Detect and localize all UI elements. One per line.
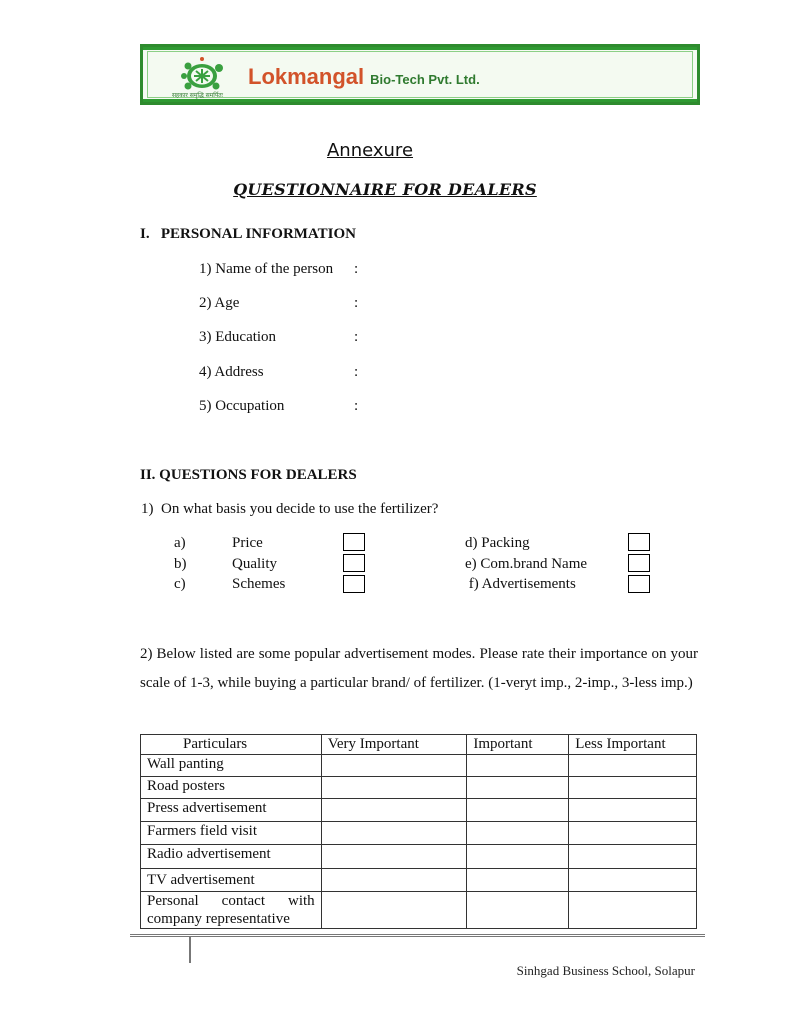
table-row [141,799,697,822]
row-label: Road posters [141,777,322,799]
header-banner [140,44,700,105]
table-row [141,822,697,845]
section1-heading: I. PERSONAL INFORMATION [140,226,356,242]
rating-cell[interactable] [569,799,697,822]
option-a-label: Price [232,535,263,551]
footer-tick [189,937,191,963]
rating-cell[interactable] [321,845,467,869]
banner-inner [147,51,693,98]
rating-cell[interactable] [467,777,569,799]
questionnaire-title: QUESTIONNAIRE FOR DEALERS [233,180,537,199]
option-b-label: Quality [232,556,277,572]
rating-table [140,734,697,929]
rating-cell[interactable] [321,869,467,892]
option-a-letter: a) [174,535,186,551]
row-label: Radio advertisement [141,845,322,869]
table-row [141,755,697,777]
option-b-checkbox[interactable] [343,554,365,572]
company-name [248,64,480,90]
field-label-occupation: 5) Occupation [199,398,285,414]
table-row [141,777,697,799]
rating-cell[interactable] [467,822,569,845]
table-header-row [141,735,697,755]
rating-cell[interactable] [467,869,569,892]
field-sep-name: : [354,261,359,277]
row-label: Personal contact with company representative [141,892,322,929]
row-label: Farmers field visit [141,822,322,845]
field-label-name: 1) Name of the person [199,261,334,277]
option-e-label: e) Com.brand Name [465,556,588,572]
header-very-important: Very Important [321,735,467,755]
option-d-label: d) Packing [465,535,530,551]
option-c-letter: c) [174,576,186,592]
option-c-checkbox[interactable] [343,575,365,593]
rating-cell[interactable] [467,755,569,777]
field-label-address: 4) Address [199,364,264,380]
footer-institution: Sinhgad Business School, Solapur [516,963,695,978]
footer-rule [130,934,705,937]
logo-rest: Bio-Tech Pvt. Ltd. [370,72,480,87]
option-f-label: f) Advertisements [465,576,576,592]
row-label: Press advertisement [141,799,322,822]
rating-cell[interactable] [569,869,697,892]
rating-cell[interactable] [321,755,467,777]
rating-cell[interactable] [569,822,697,845]
field-sep-occupation: : [354,398,359,414]
row-label: TV advertisement [141,869,322,892]
header-particulars: Particulars [141,735,322,755]
rating-cell[interactable] [467,892,569,929]
table-row [141,869,697,892]
field-label-age: 2) Age [199,295,240,311]
rating-cell[interactable] [321,777,467,799]
option-d-checkbox[interactable] [628,533,650,551]
option-e-checkbox[interactable] [628,554,650,572]
option-a-checkbox[interactable] [343,533,365,551]
rating-cell[interactable] [467,799,569,822]
logo-mangal: mangal [287,64,365,89]
rating-cell[interactable] [569,845,697,869]
table-row [141,892,697,929]
rating-cell[interactable] [321,799,467,822]
row-label: Wall panting [141,755,322,777]
field-sep-age: : [354,295,359,311]
table-row [141,845,697,869]
logo-motto: सहकार समृद्धि समर्पितः [172,92,223,99]
rating-cell[interactable] [569,755,697,777]
rating-cell[interactable] [569,892,697,929]
annexure-title: Annexure [326,140,414,161]
rating-cell[interactable] [569,777,697,799]
header-important: Important [467,735,569,755]
header-less-important: Less Important [569,735,697,755]
rating-cell[interactable] [321,822,467,845]
field-label-education: 3) Education [199,329,277,345]
section2-heading: II. QUESTIONS FOR DEALERS [140,467,357,483]
rating-cell[interactable] [467,845,569,869]
option-f-checkbox[interactable] [628,575,650,593]
option-b-letter: b) [174,556,187,572]
option-c-label: Schemes [232,576,286,592]
rating-cell[interactable] [321,892,467,929]
question-1: 1) On what basis you decide to use the fertilizer? [141,501,439,517]
field-sep-address: : [354,364,359,380]
field-sep-education: : [354,329,359,345]
question-2: 2) Below listed are some popular advertisement modes. Please rate their importance on your scale of 1-3, while buying a particular brand/ of fertilizer. (1-veryt imp., 2-imp., 3-less imp.) [140,646,698,691]
logo-lok: Lok [248,64,288,89]
